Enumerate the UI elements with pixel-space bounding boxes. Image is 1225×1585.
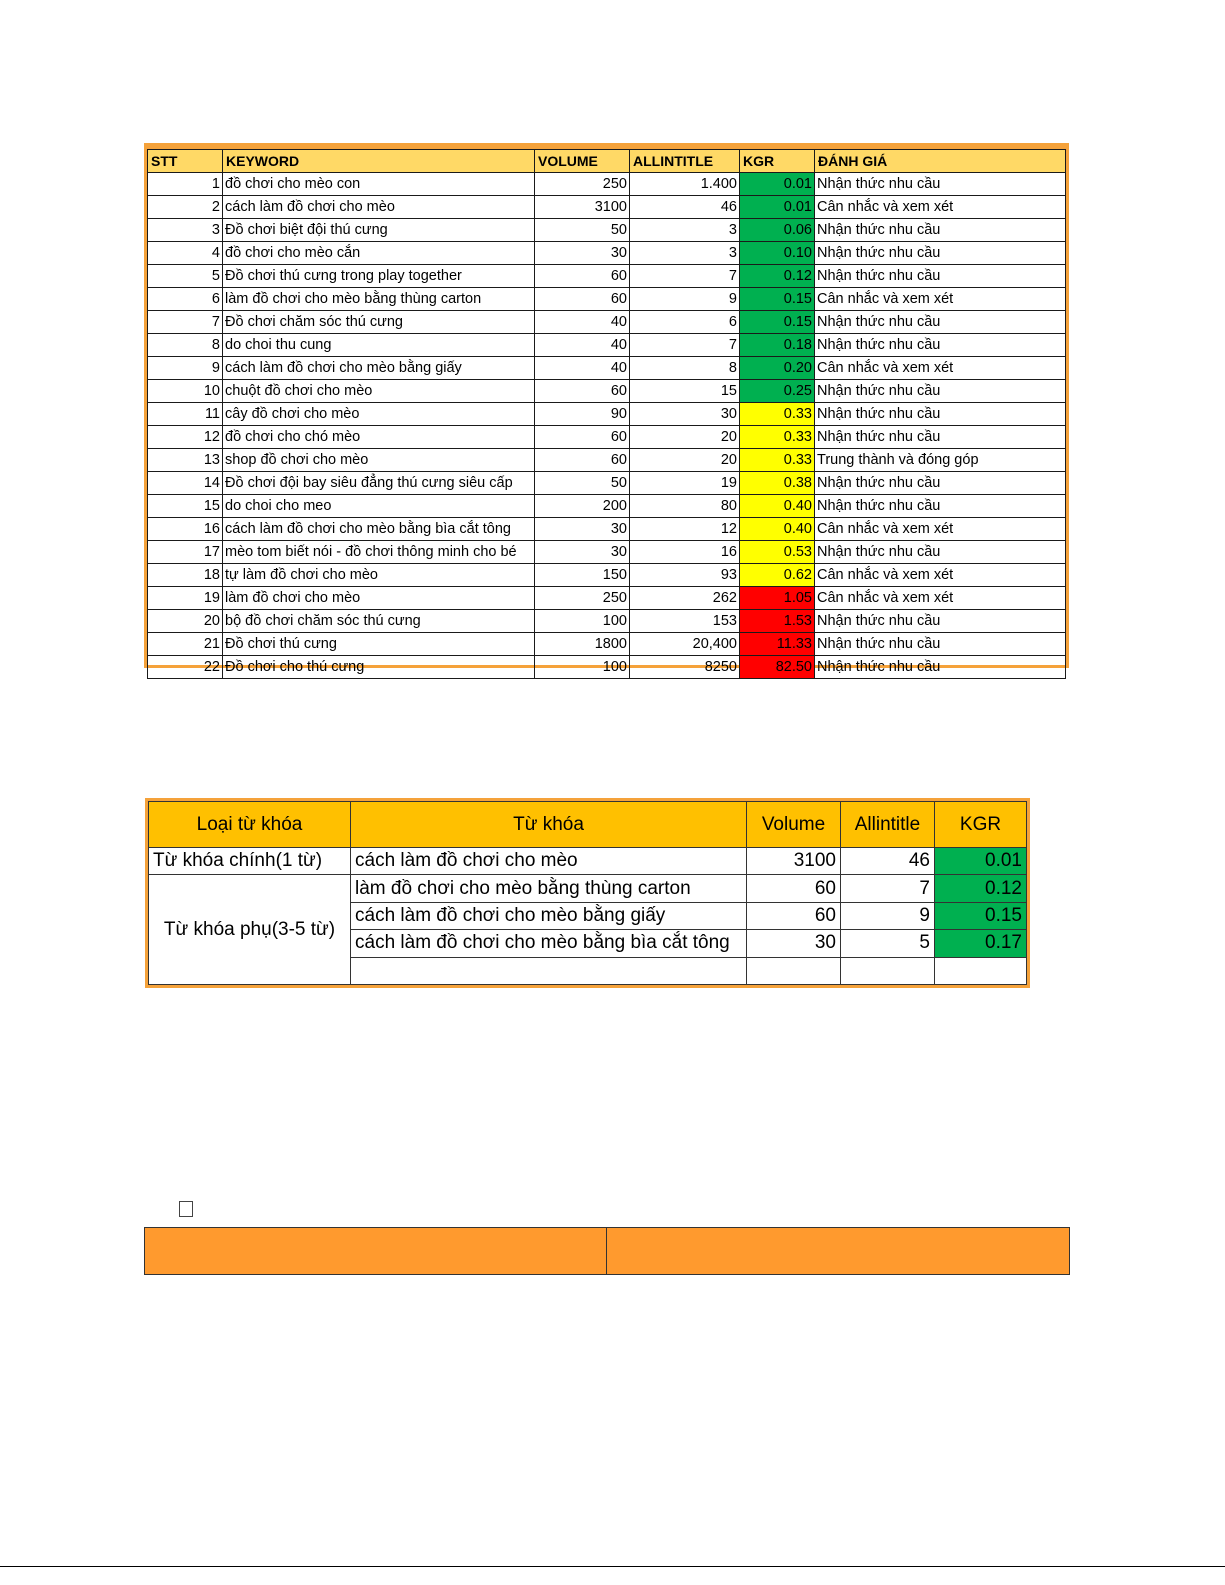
row-allintitle: 9 (630, 288, 740, 311)
row-allintitle: 93 (630, 564, 740, 587)
table-row (148, 242, 1066, 265)
secondary-kgr: 0.12 (935, 875, 1027, 902)
row-stt: 9 (148, 357, 223, 380)
row-evaluation: Nhận thức nhu cầu (815, 472, 1066, 495)
row-kgr: 0.53 (740, 541, 815, 564)
keyword-kgr-table-frame (144, 143, 1069, 675)
table-row (148, 426, 1066, 449)
table-header-row (148, 150, 1066, 173)
orange-header-cell (607, 1228, 1069, 1274)
orange-header-cell (145, 1228, 607, 1274)
checkbox-glyph (179, 1201, 193, 1217)
row-evaluation: Cân nhắc và xem xét (815, 196, 1066, 219)
row-allintitle: 16 (630, 541, 740, 564)
row-volume: 60 (535, 449, 630, 472)
table-row (148, 541, 1066, 564)
secondary-allintitle: 7 (841, 875, 935, 902)
row-evaluation: Nhận thức nhu cầu (815, 265, 1066, 288)
row-keyword: Đồ chơi thú cưng (223, 633, 535, 656)
row-stt: 3 (148, 219, 223, 242)
row-stt: 5 (148, 265, 223, 288)
row-keyword: cây đồ chơi cho mèo (223, 403, 535, 426)
table-row (148, 196, 1066, 219)
header-volume: Volume (747, 802, 841, 848)
row-kgr: 82.50 (740, 656, 815, 679)
row-allintitle: 46 (630, 196, 740, 219)
row-allintitle: 80 (630, 495, 740, 518)
header-volume: VOLUME (535, 150, 630, 173)
table-row (148, 334, 1066, 357)
secondary-volume: 60 (747, 875, 841, 902)
main-keyword-row (149, 848, 1027, 875)
row-allintitle: 7 (630, 334, 740, 357)
main-kgr: 0.01 (935, 848, 1027, 875)
row-stt: 8 (148, 334, 223, 357)
table-row (148, 633, 1066, 656)
keyword-kgr-table (147, 149, 1066, 679)
row-evaluation: Cân nhắc và xem xét (815, 564, 1066, 587)
row-keyword: do choi thu cung (223, 334, 535, 357)
secondary-keyword: cách làm đồ chơi cho mèo bằng giấy (351, 902, 747, 929)
row-kgr: 0.06 (740, 219, 815, 242)
row-keyword: làm đồ chơi cho mèo bằng thùng carton (223, 288, 535, 311)
row-keyword: do choi cho meo (223, 495, 535, 518)
row-kgr: 0.20 (740, 357, 815, 380)
table-row (148, 173, 1066, 196)
row-kgr: 0.62 (740, 564, 815, 587)
row-keyword: cách làm đồ chơi cho mèo bằng giấy (223, 357, 535, 380)
row-stt: 21 (148, 633, 223, 656)
row-evaluation: Nhận thức nhu cầu (815, 403, 1066, 426)
row-keyword: bộ đồ chơi chăm sóc thú cưng (223, 610, 535, 633)
table-row (148, 587, 1066, 610)
row-volume: 50 (535, 219, 630, 242)
row-stt: 13 (148, 449, 223, 472)
row-keyword: đồ chơi cho mèo con (223, 173, 535, 196)
row-keyword: Đồ chơi thú cưng trong play together (223, 265, 535, 288)
row-volume: 100 (535, 610, 630, 633)
empty-cell (747, 957, 841, 984)
row-allintitle: 1.400 (630, 173, 740, 196)
main-volume: 3100 (747, 848, 841, 875)
row-volume: 40 (535, 357, 630, 380)
row-kgr: 0.33 (740, 426, 815, 449)
row-stt: 6 (148, 288, 223, 311)
row-kgr: 0.33 (740, 403, 815, 426)
secondary-kgr: 0.17 (935, 930, 1027, 957)
row-keyword: Đồ chơi biệt đội thú cưng (223, 219, 535, 242)
row-allintitle: 8 (630, 357, 740, 380)
row-stt: 4 (148, 242, 223, 265)
secondary-allintitle: 9 (841, 902, 935, 929)
row-kgr: 11.33 (740, 633, 815, 656)
row-allintitle: 20 (630, 449, 740, 472)
row-kgr: 0.18 (740, 334, 815, 357)
row-kgr: 1.05 (740, 587, 815, 610)
header-kgr: KGR (935, 802, 1027, 848)
table-row (148, 472, 1066, 495)
row-allintitle: 15 (630, 380, 740, 403)
row-keyword: làm đồ chơi cho mèo (223, 587, 535, 610)
row-volume: 100 (535, 656, 630, 679)
header-keyword: Từ khóa (351, 802, 747, 848)
row-volume: 90 (535, 403, 630, 426)
table-header-row (149, 802, 1027, 848)
row-stt: 22 (148, 656, 223, 679)
page-bottom-rule (0, 1566, 1225, 1567)
row-volume: 1800 (535, 633, 630, 656)
table-row (148, 219, 1066, 242)
secondary-keyword: cách làm đồ chơi cho mèo bằng bìa cắt tông (351, 930, 747, 957)
header-stt: STT (148, 150, 223, 173)
row-stt: 7 (148, 311, 223, 334)
keyword-kgr-table-body (148, 173, 1066, 679)
row-evaluation: Nhận thức nhu cầu (815, 311, 1066, 334)
secondary-keyword-row (149, 875, 1027, 902)
secondary-keyword-type: Từ khóa phụ(3-5 từ) (149, 875, 351, 985)
row-kgr: 1.53 (740, 610, 815, 633)
table-row (148, 610, 1066, 633)
row-kgr: 0.01 (740, 196, 815, 219)
row-allintitle: 19 (630, 472, 740, 495)
row-kgr: 0.01 (740, 173, 815, 196)
table-row (148, 288, 1066, 311)
row-volume: 30 (535, 242, 630, 265)
row-allintitle: 262 (630, 587, 740, 610)
table-row (148, 449, 1066, 472)
row-allintitle: 8250 (630, 656, 740, 679)
table-row (148, 495, 1066, 518)
row-kgr: 0.40 (740, 495, 815, 518)
row-stt: 19 (148, 587, 223, 610)
keyword-selection-table-frame (145, 798, 1030, 988)
row-stt: 12 (148, 426, 223, 449)
table-row (148, 311, 1066, 334)
row-volume: 150 (535, 564, 630, 587)
secondary-volume: 30 (747, 930, 841, 957)
row-allintitle: 6 (630, 311, 740, 334)
row-allintitle: 3 (630, 219, 740, 242)
row-keyword: tự làm đồ chơi cho mèo (223, 564, 535, 587)
row-stt: 20 (148, 610, 223, 633)
row-evaluation: Cân nhắc và xem xét (815, 518, 1066, 541)
row-kgr: 0.38 (740, 472, 815, 495)
row-allintitle: 20 (630, 426, 740, 449)
table-row (148, 357, 1066, 380)
row-kgr: 0.12 (740, 265, 815, 288)
row-stt: 17 (148, 541, 223, 564)
row-volume: 3100 (535, 196, 630, 219)
row-stt: 1 (148, 173, 223, 196)
row-kgr: 0.10 (740, 242, 815, 265)
table-row (148, 265, 1066, 288)
row-evaluation: Nhận thức nhu cầu (815, 610, 1066, 633)
row-volume: 60 (535, 288, 630, 311)
row-evaluation: Nhận thức nhu cầu (815, 380, 1066, 403)
row-volume: 30 (535, 541, 630, 564)
row-allintitle: 20,400 (630, 633, 740, 656)
row-stt: 10 (148, 380, 223, 403)
row-allintitle: 3 (630, 242, 740, 265)
main-keyword: cách làm đồ chơi cho mèo (351, 848, 747, 875)
empty-cell (935, 957, 1027, 984)
header-keyword: KEYWORD (223, 150, 535, 173)
row-volume: 50 (535, 472, 630, 495)
header-evaluation: ĐÁNH GIÁ (815, 150, 1066, 173)
row-keyword: Đồ chơi cho thú cưng (223, 656, 535, 679)
table-row (148, 518, 1066, 541)
row-keyword: shop đồ chơi cho mèo (223, 449, 535, 472)
row-volume: 60 (535, 426, 630, 449)
row-evaluation: Cân nhắc và xem xét (815, 587, 1066, 610)
row-stt: 18 (148, 564, 223, 587)
row-stt: 11 (148, 403, 223, 426)
row-kgr: 0.40 (740, 518, 815, 541)
empty-cell (841, 957, 935, 984)
row-allintitle: 153 (630, 610, 740, 633)
row-evaluation: Cân nhắc và xem xét (815, 288, 1066, 311)
row-keyword: cách làm đồ chơi cho mèo bằng bìa cắt tông (223, 518, 535, 541)
header-keyword-type: Loại từ khóa (149, 802, 351, 848)
row-keyword: chuột đồ chơi cho mèo (223, 380, 535, 403)
header-allintitle: ALLINTITLE (630, 150, 740, 173)
empty-cell (351, 957, 747, 984)
table-row (148, 656, 1066, 679)
secondary-volume: 60 (747, 902, 841, 929)
main-keyword-type: Từ khóa chính(1 từ) (149, 848, 351, 875)
secondary-allintitle: 5 (841, 930, 935, 957)
row-volume: 40 (535, 311, 630, 334)
row-keyword: cách làm đồ chơi cho mèo (223, 196, 535, 219)
row-kgr: 0.25 (740, 380, 815, 403)
row-stt: 15 (148, 495, 223, 518)
row-volume: 30 (535, 518, 630, 541)
row-evaluation: Trung thành và đóng góp (815, 449, 1066, 472)
row-keyword: mèo tom biết nói - đồ chơi thông minh cho bé (223, 541, 535, 564)
header-kgr: KGR (740, 150, 815, 173)
row-volume: 40 (535, 334, 630, 357)
row-evaluation: Nhận thức nhu cầu (815, 656, 1066, 679)
row-evaluation: Nhận thức nhu cầu (815, 334, 1066, 357)
row-volume: 60 (535, 380, 630, 403)
row-kgr: 0.15 (740, 311, 815, 334)
row-allintitle: 7 (630, 265, 740, 288)
row-keyword: đồ chơi cho chó mèo (223, 426, 535, 449)
table-row (148, 380, 1066, 403)
table-row (148, 564, 1066, 587)
row-evaluation: Cân nhắc và xem xét (815, 357, 1066, 380)
row-stt: 2 (148, 196, 223, 219)
row-evaluation: Nhận thức nhu cầu (815, 426, 1066, 449)
row-keyword: Đồ chơi chăm sóc thú cưng (223, 311, 535, 334)
row-evaluation: Nhận thức nhu cầu (815, 219, 1066, 242)
row-keyword: đồ chơi cho mèo cắn (223, 242, 535, 265)
row-stt: 16 (148, 518, 223, 541)
row-volume: 60 (535, 265, 630, 288)
orange-header-bar (144, 1227, 1070, 1275)
row-kgr: 0.15 (740, 288, 815, 311)
row-evaluation: Nhận thức nhu cầu (815, 633, 1066, 656)
row-allintitle: 30 (630, 403, 740, 426)
row-evaluation: Nhận thức nhu cầu (815, 495, 1066, 518)
row-allintitle: 12 (630, 518, 740, 541)
row-volume: 250 (535, 587, 630, 610)
row-volume: 250 (535, 173, 630, 196)
row-evaluation: Nhận thức nhu cầu (815, 242, 1066, 265)
secondary-kgr: 0.15 (935, 902, 1027, 929)
row-kgr: 0.33 (740, 449, 815, 472)
row-volume: 200 (535, 495, 630, 518)
table-row (148, 403, 1066, 426)
row-keyword: Đồ chơi đội bay siêu đẳng thú cưng siêu cấp (223, 472, 535, 495)
header-allintitle: Allintitle (841, 802, 935, 848)
secondary-keyword: làm đồ chơi cho mèo bằng thùng carton (351, 875, 747, 902)
row-stt: 14 (148, 472, 223, 495)
keyword-selection-table (148, 801, 1027, 985)
row-evaluation: Nhận thức nhu cầu (815, 541, 1066, 564)
row-evaluation: Nhận thức nhu cầu (815, 173, 1066, 196)
main-allintitle: 46 (841, 848, 935, 875)
